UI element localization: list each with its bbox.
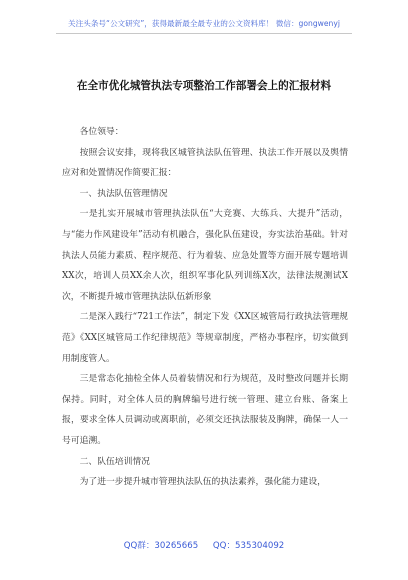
paragraph-intro: 按照会议安排，现将我区城管执法队伍管理、执法工作开展以及舆情应对和处置情况作简要汇报： — [62, 147, 348, 179]
document-title: 在全市优化城管执法专项整治工作部署会上的汇报材料 — [76, 80, 332, 92]
paragraph-1: 一是扎实开展城市管理执法队伍“大竞赛、大练兵、大提升”活动，与“能力作风建设年”活动有机融合，强化队伍建设，夯实法治基础。针对执法人员能力素质、程序规范、行为着装、应急处置等方面开展专题培训XX次，培训人员XX余人次，组织军事化队列训练X次，法律法规测试X次，不断提升城市管理执法队伍新形象 — [62, 209, 348, 302]
salutation: 各位领导： — [79, 127, 124, 137]
paragraph-4: 为了进一步提升城市管理执法队伍的执法素养，强化能力建设， — [79, 477, 326, 488]
section-heading-2: 二、队伍培训情况 — [79, 456, 150, 467]
footer-contact — [0, 539, 408, 551]
header-divider — [56, 33, 352, 34]
paragraph-3: 三是常态化抽检全体人员着装情况和行为规范，及时整改问题并长期保持。同时，对全体人员的胸牌编号进行统一管理、建立台账、备案上报，要求全体人员调动或离职前，必须交还执法服装及胸牌，确保一人一号可追溯。 — [62, 374, 348, 446]
qq-group: QQ群：30265665 — [123, 541, 199, 551]
document-body — [62, 122, 348, 493]
promo-banner: 关注头条号“公文研究”，获得最新最全最专业的公文资料库！ 微信：gongwenyj — [68, 19, 340, 28]
qq-number: QQ：535304092 — [212, 541, 285, 551]
section-heading-1: 一、执法队伍管理情况 — [79, 188, 168, 199]
paragraph-2: 二是深入践行“721工作法”，制定下发《XX区城管局行政执法管理规范》《XX区城管局工作纪律规范》等规章制度，严格办事程序，切实做到用制度管人。 — [62, 312, 348, 364]
